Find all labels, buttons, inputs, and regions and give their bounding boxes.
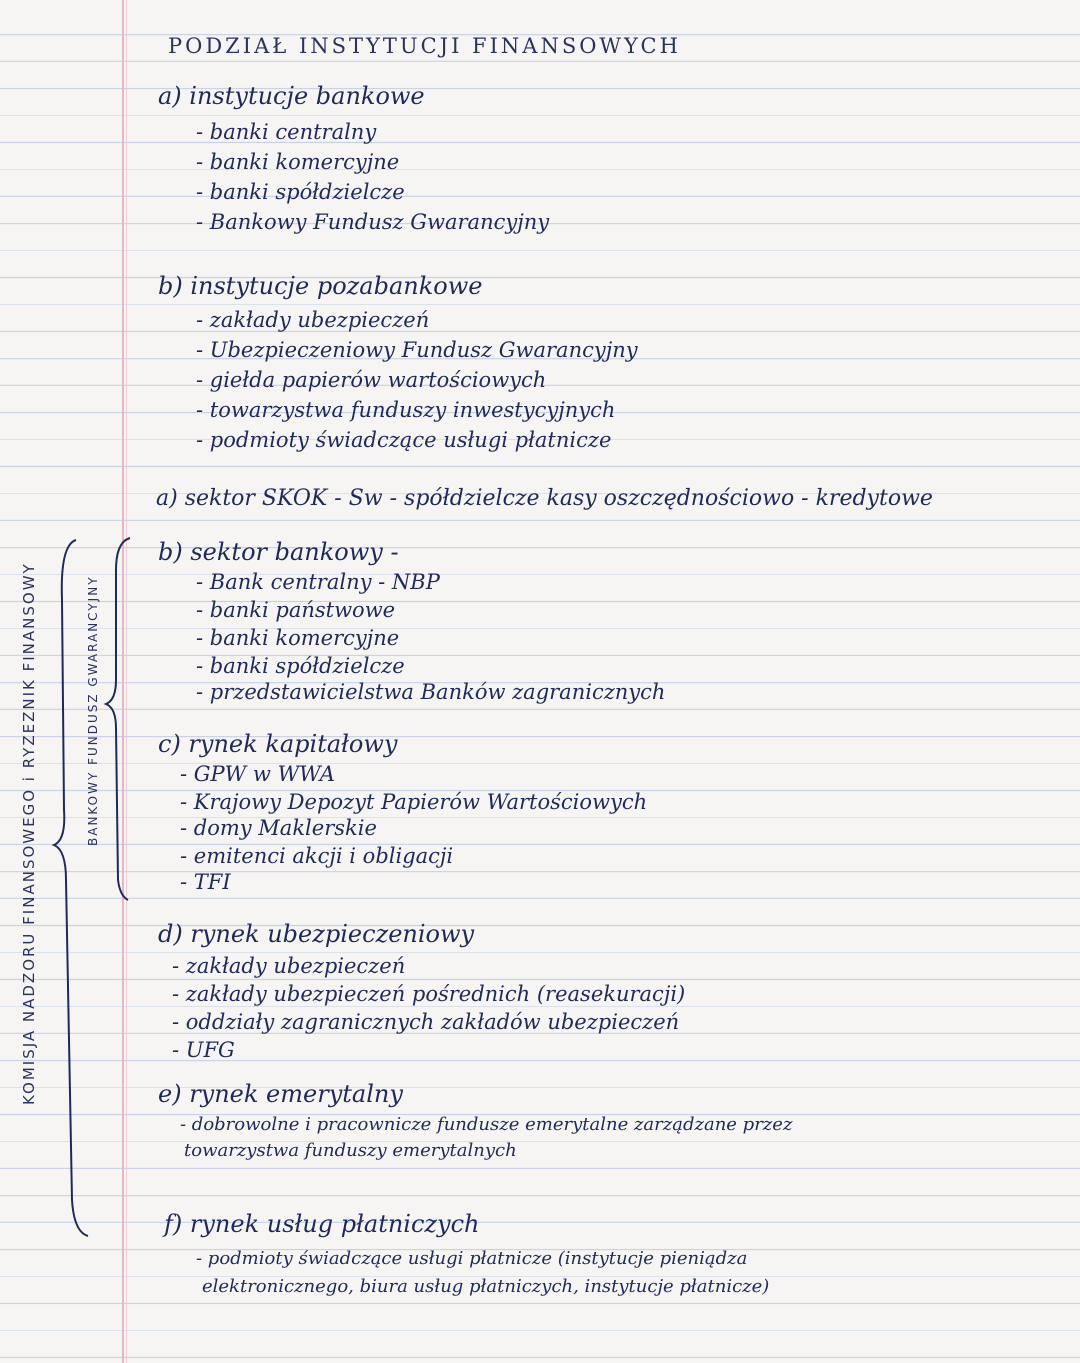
- list-item: - Ubezpieczeniowy Fundusz Gwarancyjny: [196, 338, 638, 362]
- heading-non-bank-institutions: b) instytucje pozabankowe: [158, 272, 483, 300]
- side-label-bfg: BANKOWY FUNDUSZ GWARANCYJNY: [86, 575, 100, 846]
- list-item: - banki państwowe: [196, 598, 396, 622]
- heading-insurance-market: d) rynek ubezpieczeniowy: [158, 920, 475, 948]
- outer-brace: [54, 540, 88, 1236]
- list-item: - zakłady ubezpieczeń: [196, 308, 430, 332]
- pension-description: - dobrowolne i pracownicze fundusze emerytalne zarządzane przez: [180, 1114, 793, 1135]
- list-item: - zakłady ubezpieczeń pośrednich (reasekuracji): [172, 982, 686, 1006]
- list-item: - banki spółdzielcze: [196, 654, 405, 678]
- side-label-knf: KOMISJA NADZORU FINANSOWEGO i RYZEZNIK FINANSOWY: [20, 562, 38, 1105]
- list-item: - banki centralny: [196, 120, 377, 144]
- heading-pension-market: e) rynek emerytalny: [158, 1080, 403, 1108]
- list-item: - emitenci akcji i obligacji: [180, 844, 454, 868]
- heading-capital-market: c) rynek kapitałowy: [158, 730, 398, 758]
- list-item: - Bank centralny - NBP: [196, 570, 440, 594]
- heading-skok-sector: a) sektor SKOK - Sw - spółdzielcze kasy oszczędnościowo - kredytowe: [156, 486, 933, 511]
- page-title: PODZIAŁ INSTYTUCJI FINANSOWYCH: [168, 34, 681, 58]
- heading-payment-services-market: f) rynek usług płatniczych: [164, 1210, 480, 1238]
- list-item: - towarzystwa funduszy inwestycyjnych: [196, 398, 616, 422]
- heading-bank-institutions: a) instytucje bankowe: [158, 82, 425, 110]
- list-item: - banki komercyjne: [196, 150, 400, 174]
- list-item: - oddziały zagranicznych zakładów ubezpieczeń: [172, 1010, 680, 1034]
- list-item: - UFG: [172, 1038, 235, 1062]
- list-item: - zakłady ubezpieczeń: [172, 954, 406, 978]
- list-item: - TFI: [180, 870, 231, 894]
- list-item: - przedstawicielstwa Banków zagranicznych: [196, 680, 666, 704]
- payment-description: - podmioty świadczące usługi płatnicze (instytucje pieniądza: [196, 1248, 748, 1269]
- list-item: - GPW w WWA: [180, 762, 335, 786]
- list-item: - Krajowy Depozyt Papierów Wartościowych: [180, 790, 648, 814]
- list-item: - giełda papierów wartościowych: [196, 368, 547, 392]
- list-item: - podmioty świadczące usługi płatnicze: [196, 428, 612, 452]
- list-item: - Bankowy Fundusz Gwarancyjny: [196, 210, 550, 234]
- list-item: - domy Maklerskie: [180, 816, 377, 840]
- pension-description-cont: towarzystwa funduszy emerytalnych: [184, 1140, 517, 1161]
- list-item: - banki komercyjne: [196, 626, 400, 650]
- payment-description-cont: elektronicznego, biura usług płatniczych, instytucje płatnicze): [202, 1276, 770, 1297]
- list-item: - banki spółdzielcze: [196, 180, 405, 204]
- heading-banking-sector: b) sektor bankowy -: [158, 538, 399, 566]
- inner-brace: [106, 538, 130, 900]
